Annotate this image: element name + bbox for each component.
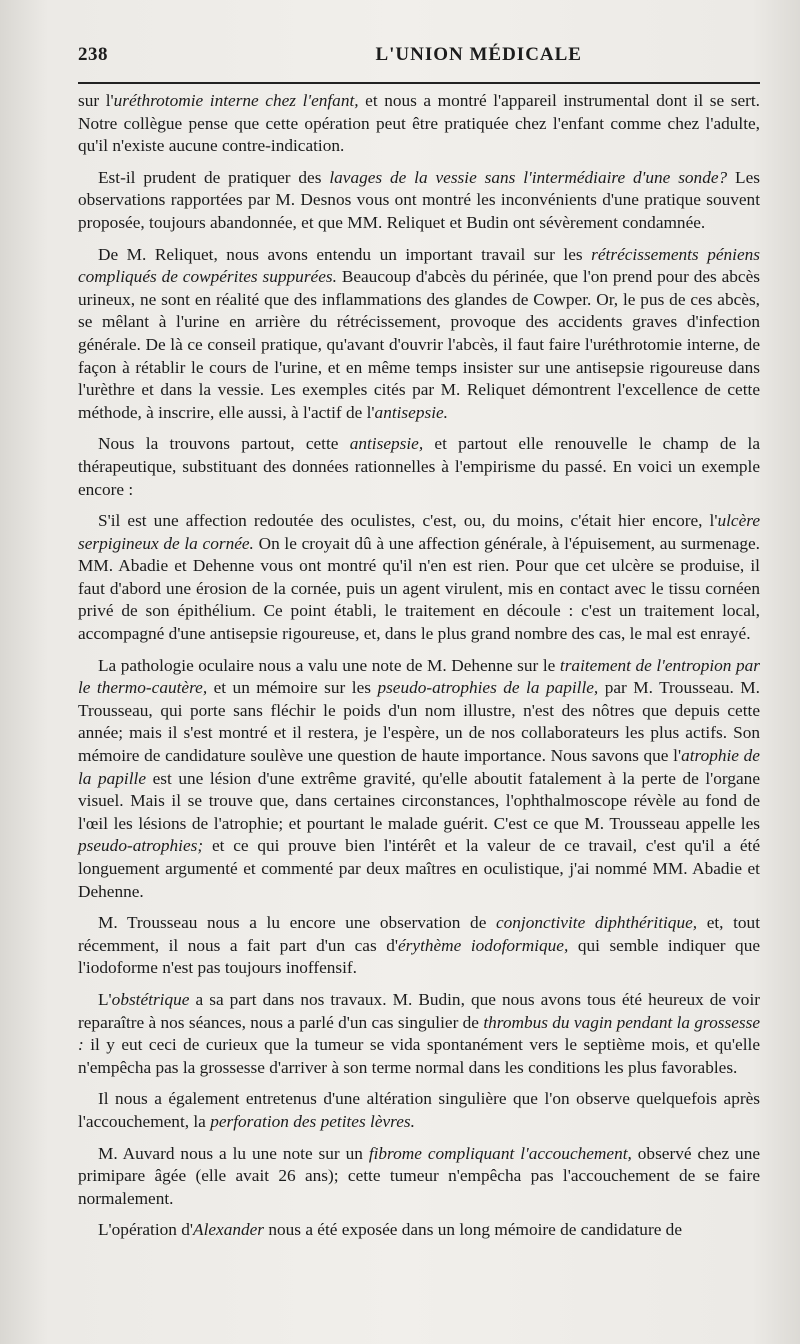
text-run: Les observations rapportées par M. Desnos vous ont montré les inconvénients d'une pratique souvent proposée, toujours abandonnée, et que MM. Reliquet et Budin ont sévèrement condamnée. [78, 167, 760, 232]
text-run: L' [98, 989, 112, 1009]
italic-text: conjonctivite diphthéritique, [495, 913, 698, 933]
italic-text: traitement de l'entropion par le thermo-cautère, [78, 655, 760, 698]
italic-text: érythème iodoformique, [398, 935, 569, 955]
text-run: observé chez une primipare âgée (elle avait 26 ans); cette tumeur n'empêcha pas l'accouchement de se faire normalement. [78, 1143, 761, 1208]
text-run: et ce qui prouve bien l'intérêt et la valeur de ce travail, c'est qu'il a été longuement argumenté et commenté par deux maîtres en oculistique, j'ai nommé MM. Abadie et Dehenne. [78, 836, 760, 901]
text-run: Il nous a également entretenus d'une altération singulière que l'on observe quelquefois après l'accouchement, la [78, 1089, 760, 1131]
italic-text: lavages de la vessie sans l'intermédiaire d'une sonde? [329, 167, 728, 187]
text-run: il y eut ceci de curieux que la tumeur se vida spontanément vers le septième mois, et qu'elle n'empêcha pas la grossesse d'arriver à son terme normal dans les conditions les plus favorables. [78, 1035, 760, 1077]
text-run: M. Trousseau nous a lu encore une observation de [98, 913, 496, 933]
paragraph-p3 [78, 244, 760, 425]
text-run: S'il est une affection redoutée des oculistes, c'est, ou, du moins, c'était hier encore, l' [98, 511, 718, 531]
italic-text: antisepsie, [349, 434, 424, 454]
running-title: L'UNION MÉDICALE [375, 44, 582, 65]
text-run: Est-il prudent de pratiquer des [98, 167, 330, 187]
italic-text: thrombus du vagin pendant la grossesse : [78, 1012, 760, 1055]
paragraph-p7 [78, 912, 760, 980]
text-run: sur l' [78, 91, 114, 110]
italic-text: uréthrotomie interne chez l'enfant, [113, 91, 359, 110]
text-run: qui semble indiquer que l'iodoforme n'est pas toujours inoffensif. [78, 935, 761, 978]
paragraph-p9 [78, 1088, 760, 1133]
text-run: et un mémoire sur les [207, 678, 378, 698]
italic-text: rétrécissements péniens compliqués de cowpérites suppurées. [78, 244, 760, 287]
text-run: et nous a montré l'appareil instrumental dont il se sert. Notre collègue pense que cette opération peut être pratiquée chez l'enfant comme chez l'adulte, qu'il n'existe aucune contre-indication. [78, 91, 760, 156]
italic-text: obstétrique [111, 989, 190, 1009]
text-run: et partout elle renouvelle le champ de la thérapeutique, substituant des données rationnelles à l'empirisme du passé. En voici un exemple encore : [78, 434, 760, 499]
page-number: 238 [78, 44, 108, 65]
italic-text: Alexander [193, 1220, 265, 1240]
paragraph-p8 [78, 989, 760, 1079]
text-run: M. Auvard nous a lu une note sur un [98, 1143, 369, 1163]
text-run: est une lésion d'une extrême gravité, qu'elle aboutit fatalement à la perte de l'organe visuel. Mais il se trouve que, dans certaines circonstances, l'ophthalmoscope révèle au fond de l'œil les lésions de l'atrophie; et pourtant le malade guérit. C'est ce que M. Trousseau appelle les [78, 768, 760, 833]
text-run: De M. Reliquet, nous avons entendu un important travail sur les [98, 244, 592, 264]
text-run: et, tout récemment, il nous a fait part d'un cas d' [78, 913, 760, 955]
italic-text: antisepsie. [374, 402, 448, 422]
text-run: a sa part dans nos travaux. M. Budin, que nous avons tous été heureux de voir reparaître à nos séances, nous a parlé d'un cas singulier de [78, 989, 760, 1032]
text-run: nous a été exposée dans un long mémoire de candidature de [264, 1220, 682, 1240]
paragraph-p11 [78, 1219, 760, 1242]
italic-text: atrophie de la papille [78, 746, 760, 788]
italic-text: perforation des petites lèvres. [210, 1111, 415, 1131]
text-run: L'opération d' [98, 1220, 194, 1240]
text-run: Nous la trouvons partout, cette [98, 434, 350, 454]
italic-text: pseudo-atrophies de la papille, [377, 678, 599, 698]
body-text [78, 90, 760, 1242]
italic-text: pseudo-atrophies; [78, 836, 204, 856]
text-run: Beaucoup d'abcès du périnée, que l'on prend pour des abcès urineux, ne sont en réalité que des inflammations des glandes de Cowper. Or, le pus de ces abcès, se mêlant à l'urine en arrière du rétrécissement, provoque des accidents graves d'infection générale. De là ce conseil pratique, qu'avant d'ouvrir l'abcès, il faut faire l'uréthrotomie interne, de façon à rétablir le cours de l'urine, et en même temps insister sur une antisepsie rigoureuse dans l'urèthre et dans la vessie. Les exemples cités par M. Reliquet démontrent l'excellence de cette méthode, à inscrire, elle aussi, à l'actif de l' [78, 267, 760, 422]
text-run: On le croyait dû à une affection générale, à l'épuisement, au surmenage. MM. Abadie et Dehenne vous ont montré qu'il n'en est rien. Pour que cet ulcère se produise, il faut d'abord une érosion de la cornée, puis un agent virulent, mis en contact avec le tissu cornéen privé de son épithélium. Ce point établi, le traitement en découle : c'est un traitement local, accompagné d'une antisepsie rigoureuse, et, dans le plus grand nombre des cas, le mal est enrayé. [78, 533, 760, 644]
italic-text: ulcère serpigineux de la cornée. [78, 511, 760, 553]
paragraph-p5 [78, 510, 760, 646]
paragraph-p6 [78, 655, 760, 904]
text-run: par M. Trousseau. M. Trousseau, qui porte sans fléchir le poids d'un nom illustre, n'est des nôtres que depuis cette année; mais il s'est montré et il restera, je l'espère, un de nos collaborateurs les plus actifs. Son mémoire de candidature soulève une question de haute importance. Nous savons que l' [78, 678, 760, 766]
paragraph-p1 [78, 90, 760, 158]
italic-text: fibrome compliquant l'accouchement, [368, 1143, 632, 1163]
paragraph-p2 [78, 167, 760, 235]
header-rule [78, 82, 760, 84]
text-run: La pathologie oculaire nous a valu une note de M. Dehenne sur le [98, 655, 560, 675]
paragraph-p4 [78, 433, 760, 501]
paragraph-p10 [78, 1143, 760, 1211]
page-header [78, 44, 754, 80]
